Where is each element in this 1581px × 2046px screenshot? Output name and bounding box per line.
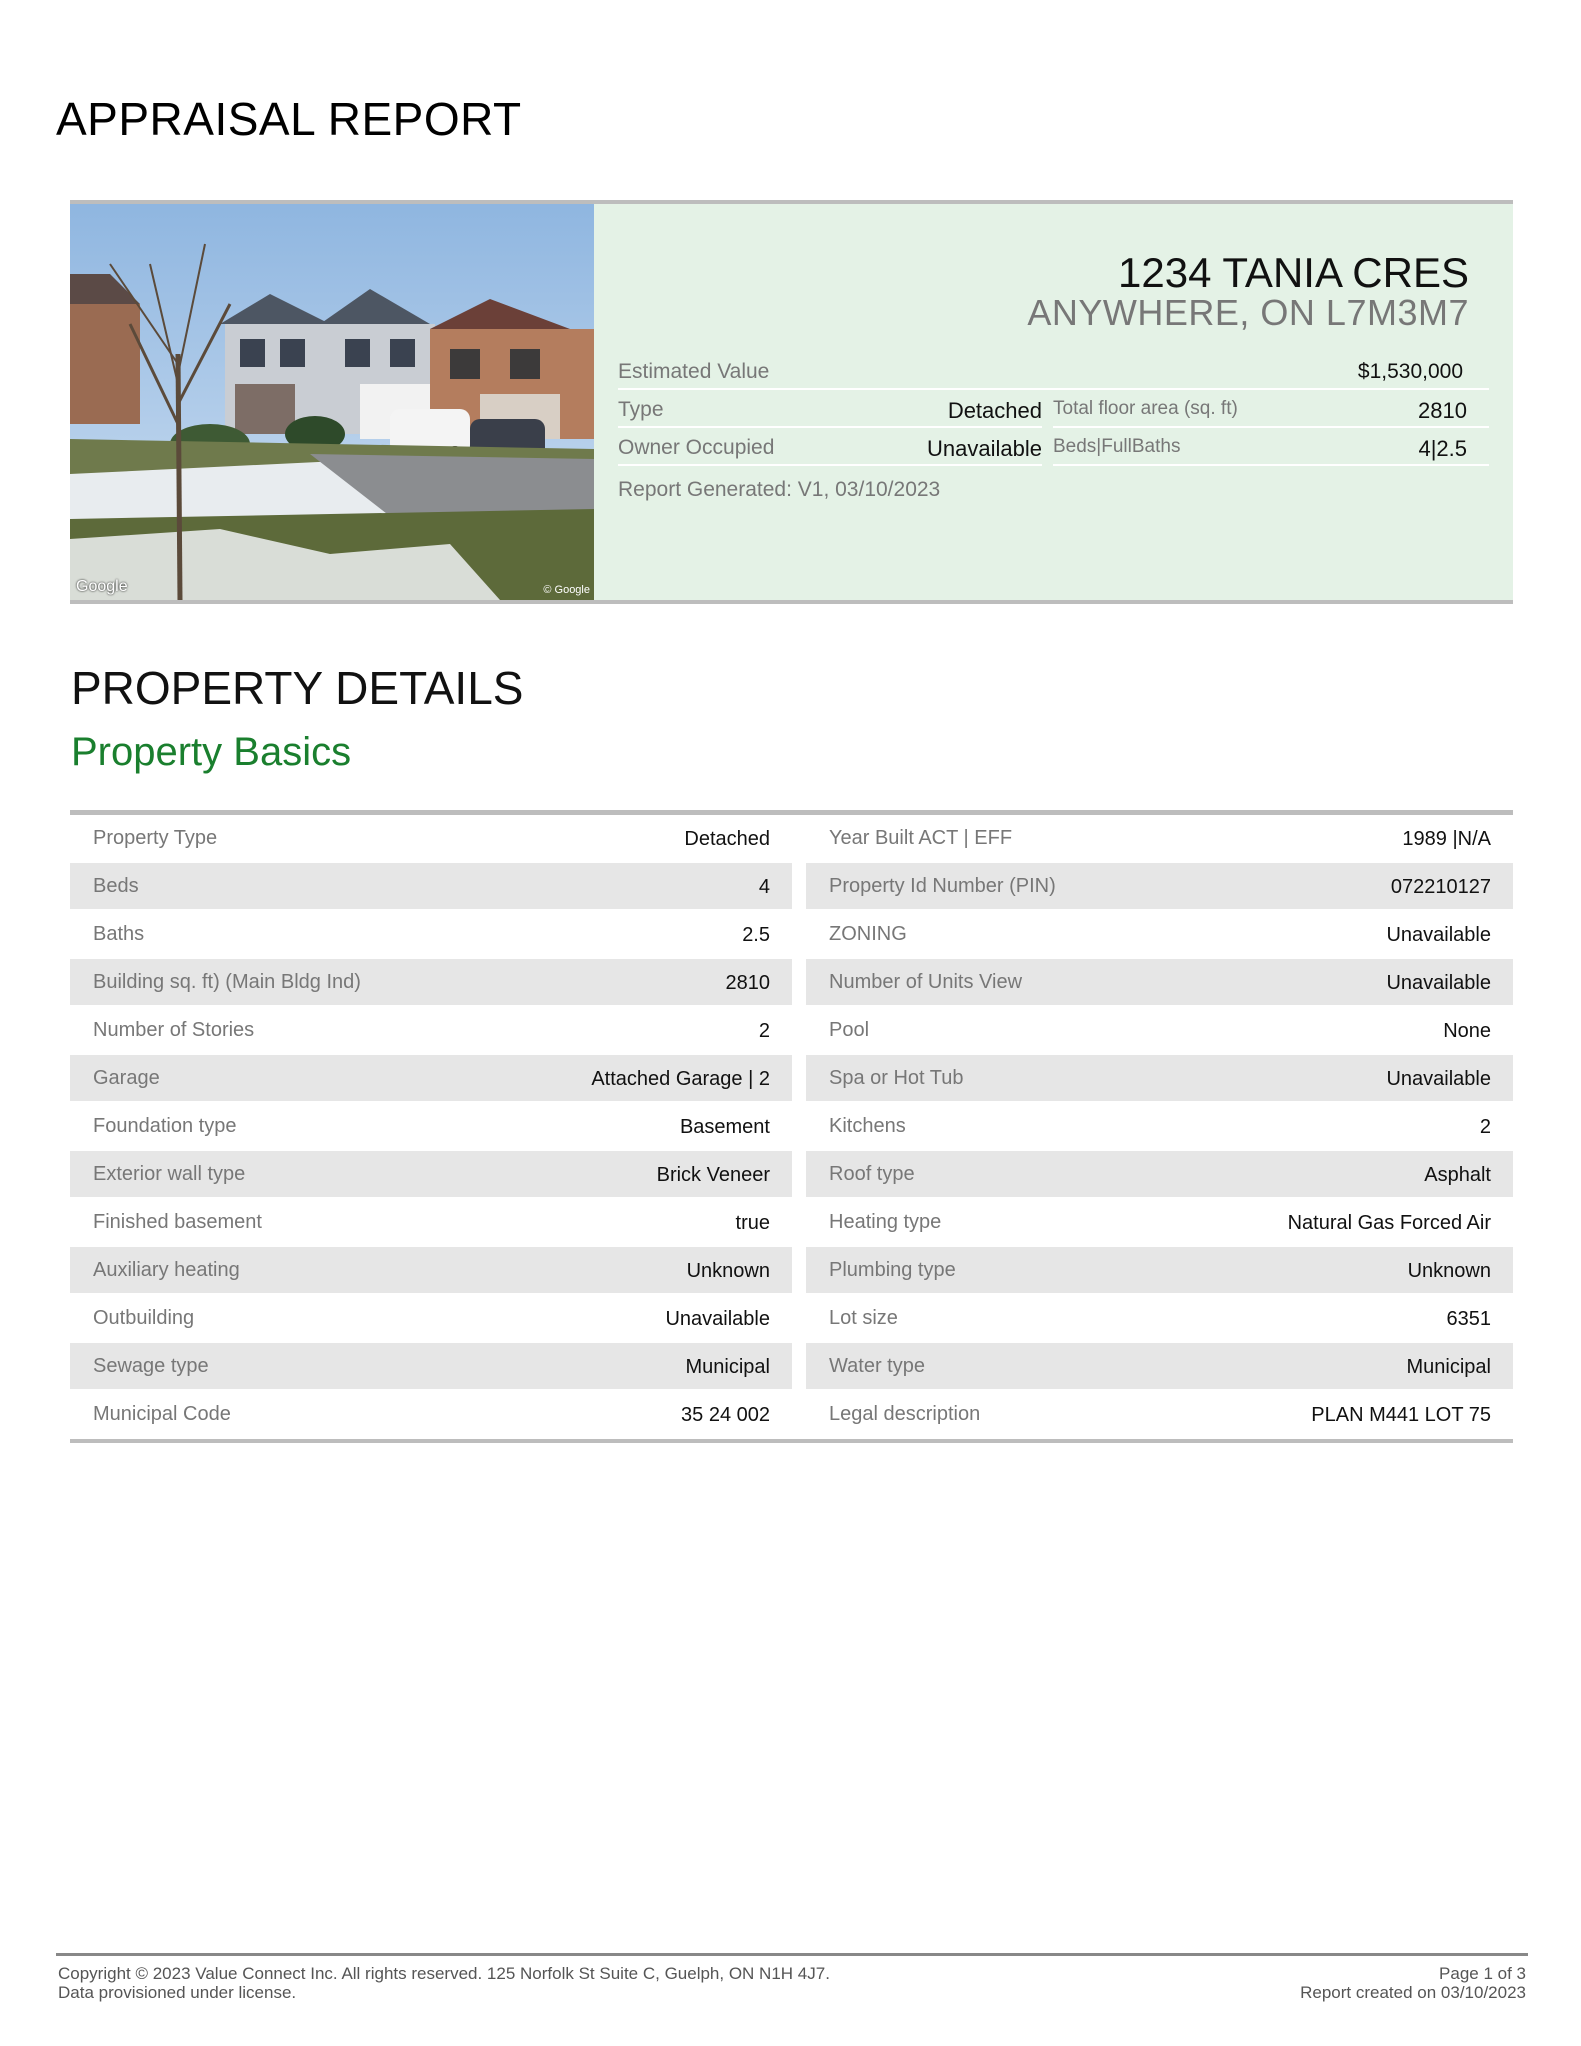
field-label: Baths (93, 923, 145, 945)
field-value: Basement (679, 1116, 770, 1138)
table-cell-right (806, 1391, 1513, 1437)
table-cell-right (806, 815, 1513, 861)
field-value: 6351 (1446, 1308, 1491, 1330)
owner-occupied-value: Unavailable (927, 436, 1042, 461)
table-cell-left (70, 1391, 792, 1437)
field-value: true (735, 1212, 770, 1234)
footer-page-number: Page 1 of 3 (1439, 1964, 1526, 1983)
footer-license: Data provisioned under license. (58, 1983, 297, 2002)
table-cell-right (806, 1007, 1513, 1053)
table-cell-left (70, 959, 792, 1005)
table-cell-right (806, 1103, 1513, 1149)
field-label: Plumbing type (829, 1259, 956, 1281)
field-label: Year Built ACT | EFF (829, 827, 1013, 849)
table-row (70, 1103, 1513, 1151)
field-value: Municipal (1406, 1356, 1491, 1378)
table-cell-right (806, 1247, 1513, 1293)
property-photo (70, 204, 594, 600)
table-cell-right (806, 959, 1513, 1005)
table-row (70, 1391, 1513, 1439)
table-cell-left (70, 1103, 792, 1149)
field-label: Auxiliary heating (93, 1259, 240, 1281)
field-label: Number of Stories (93, 1019, 255, 1041)
photo-watermark-left: Google (76, 578, 128, 595)
field-label: Property Type (93, 827, 218, 849)
table-cell-right (806, 1343, 1513, 1389)
field-value: Brick Veneer (656, 1164, 770, 1186)
field-value: Unavailable (1386, 924, 1491, 946)
table-row (70, 863, 1513, 911)
field-value: 2.5 (742, 924, 770, 946)
table-row (70, 959, 1513, 1007)
field-value: 2 (1479, 1116, 1491, 1138)
table-row (70, 1007, 1513, 1055)
table-row (70, 1295, 1513, 1343)
report-title: APPRAISAL REPORT (56, 93, 522, 145)
type-row (618, 392, 1042, 428)
field-value: 2810 (725, 972, 770, 994)
table-cell-left (70, 815, 792, 861)
field-label: Lot size (829, 1307, 898, 1329)
address-street: 1234 TANIA CRES (1118, 249, 1469, 296)
field-value: Detached (684, 828, 770, 850)
subsection-title: Property Basics (71, 730, 352, 774)
field-label: Exterior wall type (93, 1163, 246, 1185)
field-value: 1989 |N/A (1402, 828, 1491, 850)
field-label: Finished basement (93, 1211, 262, 1233)
owner-occupied-row (618, 430, 1042, 466)
owner-occupied-label: Owner Occupied (618, 436, 775, 459)
field-value: Municipal (685, 1356, 770, 1378)
table-row (70, 1247, 1513, 1295)
property-details-table (70, 810, 1513, 1443)
field-value: 35 24 002 (681, 1404, 770, 1426)
field-label: Outbuilding (93, 1307, 195, 1329)
field-label: Pool (829, 1019, 870, 1041)
table-cell-left (70, 1343, 792, 1389)
floor-area-value: 2810 (1418, 398, 1467, 423)
table-cell-left (70, 1055, 792, 1101)
floor-area-label: Total floor area (sq. ft) (1053, 398, 1238, 419)
table-cell-left (70, 1295, 792, 1341)
table-row (70, 815, 1513, 863)
property-summary-info (618, 204, 1513, 600)
table-cell-right (806, 1295, 1513, 1341)
table-cell-left (70, 863, 792, 909)
field-label: Legal description (829, 1403, 981, 1425)
table-cell-left (70, 1007, 792, 1053)
page-footer (56, 1953, 1528, 2002)
field-label: Foundation type (93, 1115, 237, 1137)
field-label: Municipal Code (93, 1403, 231, 1425)
field-value: 2 (758, 1020, 770, 1042)
field-label: Kitchens (829, 1115, 906, 1137)
field-label: Water type (829, 1355, 925, 1377)
table-cell-left (70, 1247, 792, 1293)
table-cell-left (70, 1199, 792, 1245)
estimated-value-label: Estimated Value (618, 360, 770, 383)
section-title: PROPERTY DETAILS (71, 662, 524, 714)
estimated-value: $1,530,000 (1357, 360, 1463, 383)
table-cell-right (806, 1055, 1513, 1101)
field-value: Asphalt (1424, 1164, 1491, 1186)
photo-watermark-right: © Google (543, 584, 590, 596)
type-value: Detached (947, 398, 1042, 423)
table-cell-left (70, 911, 792, 957)
beds-baths-row (1053, 430, 1489, 466)
field-value: Unknown (686, 1260, 770, 1282)
type-label: Type (618, 398, 664, 421)
footer-created-date: Report created on 03/10/2023 (1300, 1983, 1526, 2002)
table-cell-left (70, 1151, 792, 1197)
field-value: Natural Gas Forced Air (1287, 1212, 1491, 1234)
floor-area-row (1053, 392, 1489, 428)
field-value: 072210127 (1390, 876, 1491, 898)
table-cell-right (806, 1199, 1513, 1245)
field-label: Building sq. ft) (Main Bldg Ind) (93, 971, 361, 993)
field-label: Roof type (829, 1163, 915, 1185)
field-value: Attached Garage | 2 (591, 1068, 770, 1090)
table-row (70, 1151, 1513, 1199)
table-cell-right (806, 863, 1513, 909)
field-value: Unavailable (1386, 972, 1491, 994)
field-value: PLAN M441 LOT 75 (1311, 1404, 1491, 1426)
report-generated: Report Generated: V1, 03/10/2023 (618, 478, 941, 501)
field-value: 4 (758, 876, 770, 898)
footer-copyright: Copyright © 2023 Value Connect Inc. All rights reserved. 125 Norfolk St Suite C, Guelph, ON N1H 4J7. (58, 1964, 830, 1983)
field-label: Number of Units View (829, 971, 1023, 993)
table-row (70, 1055, 1513, 1103)
beds-baths-value: 4|2.5 (1418, 436, 1467, 461)
table-cell-right (806, 911, 1513, 957)
estimated-value-row (618, 354, 1489, 390)
address-city: ANYWHERE, ON L7M3M7 (1027, 292, 1469, 333)
field-value: Unknown (1407, 1260, 1491, 1282)
table-cell-right (806, 1151, 1513, 1197)
field-value: Unavailable (1386, 1068, 1491, 1090)
field-label: Property Id Number (PIN) (829, 875, 1056, 897)
beds-baths-label: Beds|FullBaths (1053, 436, 1181, 457)
field-label: Sewage type (93, 1355, 209, 1377)
table-row (70, 1199, 1513, 1247)
field-label: Beds (93, 875, 139, 897)
field-label: Heating type (829, 1211, 942, 1233)
field-label: ZONING (829, 923, 907, 945)
table-row (70, 1343, 1513, 1391)
table-row (70, 911, 1513, 959)
property-summary-panel (70, 200, 1513, 604)
field-label: Garage (93, 1067, 160, 1089)
field-value: Unavailable (665, 1308, 770, 1330)
field-value: None (1443, 1020, 1491, 1042)
field-label: Spa or Hot Tub (829, 1067, 964, 1089)
